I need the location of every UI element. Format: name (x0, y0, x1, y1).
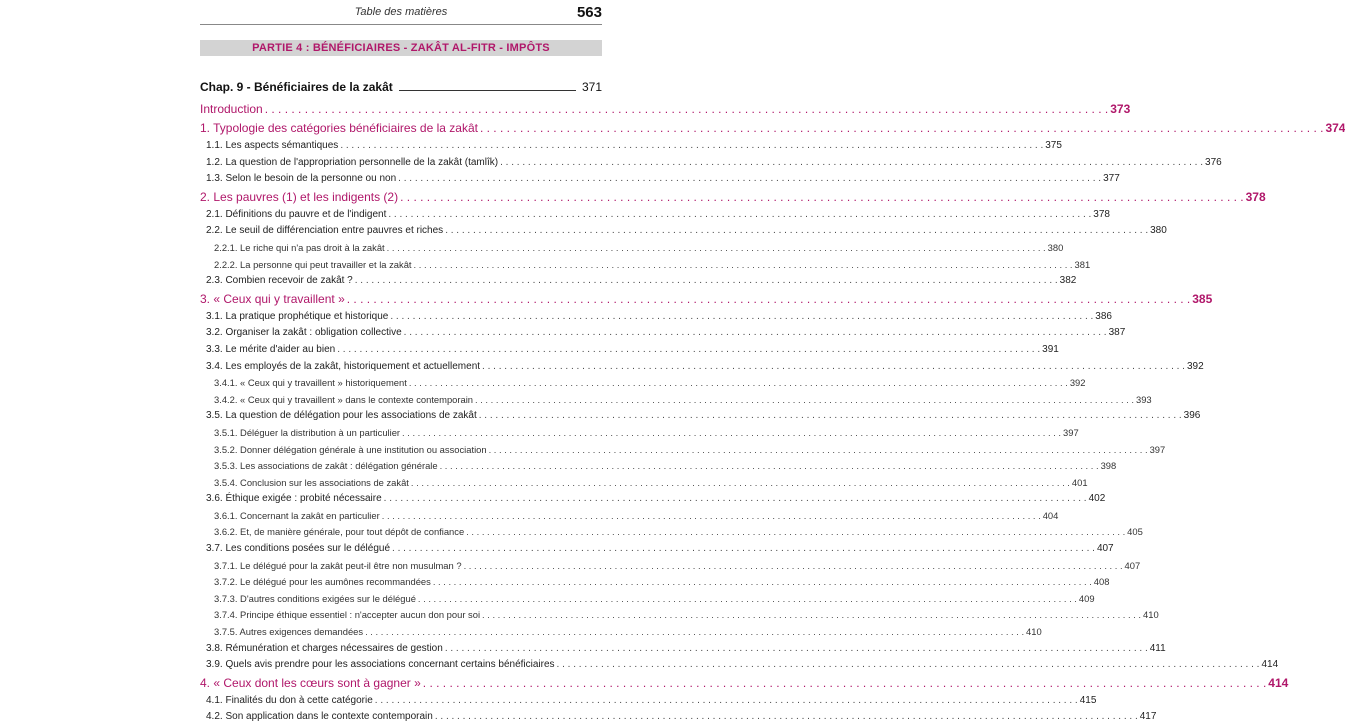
toc-entry-label: 3.5.1. Déléguer la distribution à un particulier (214, 426, 401, 438)
toc-entry-subsub (200, 576, 1110, 593)
toc-entry-section (200, 121, 1345, 140)
toc-entry-page: 391 (1042, 343, 1059, 355)
toc-entry-page: 387 (1108, 327, 1126, 339)
toc-entry-label: 3.7.1. Le délégué pour la zakât peut-il être non musulman ? (214, 559, 462, 571)
toc-entry-subsub (200, 509, 1059, 527)
toc-entry-label: 3.6.2. Et, de manière générale, pour tout dépôt de confiance (214, 526, 465, 538)
dot-leader (337, 344, 1040, 355)
toc-entry-label: 3.6. Éthique exigée : probité nécessaire (206, 493, 382, 505)
toc-entry-label: 3.4.1. « Ceux qui y travaillent » historiquement (214, 377, 407, 389)
toc-entry-page: 401 (1071, 476, 1088, 488)
toc-entry-page: 373 (1110, 102, 1131, 116)
toc-entry-page: 374 (1325, 121, 1345, 135)
toc-entry-sub (200, 642, 1166, 660)
toc-entry-sub (200, 493, 1106, 510)
dot-leader (340, 140, 1043, 151)
toc-entry-label: Introduction (200, 102, 263, 116)
toc-entry-sub (200, 343, 1059, 361)
toc-entry-page: 393 (1136, 393, 1152, 405)
dot-leader (400, 190, 1244, 204)
toc-entry-section (200, 675, 1289, 695)
toc-entry-page: 407 (1096, 543, 1114, 555)
toc-entry-section (200, 102, 1131, 121)
toc-entry-label: 1.1. Les aspects sémantiques (206, 140, 339, 151)
toc-entry-label: 3.5. La question de délégation pour les associations de zakât (206, 410, 477, 422)
toc-entry-subsub (200, 460, 1117, 477)
toc-entry-page: 378 (1093, 208, 1110, 220)
dot-leader (475, 394, 1134, 405)
toc-entry-sub (200, 694, 1097, 712)
toc-entry-sub (200, 543, 1114, 560)
toc-entry-page: 404 (1042, 509, 1059, 521)
toc-entry-sub (200, 659, 1279, 676)
toc-entry-page: 385 (1192, 291, 1213, 306)
toc-entry-label: 3.7.4. Principe éthique essentiel : n'accepter aucun don pour soi (214, 609, 481, 621)
toc-entry-page: 408 (1093, 576, 1110, 588)
toc-entry-subsub (200, 393, 1152, 411)
dot-leader (479, 410, 1182, 421)
toc-entry-label: 3.3. Le mérite d'aider au bien (206, 343, 336, 355)
chapter-rule (399, 81, 576, 91)
toc-entry-sub (200, 711, 1157, 728)
toc-entry-page: 410 (1026, 626, 1042, 638)
toc-entry-label: 3.5.3. Les associations de zakât : délégation générale (214, 460, 438, 472)
header-rule (200, 24, 602, 25)
toc-entry-subsub (200, 377, 1086, 394)
dot-leader (382, 510, 1041, 521)
toc-entry-page: 376 (1205, 156, 1222, 168)
toc-entry-sub (200, 275, 1077, 292)
toc-entry-page: 380 (1047, 241, 1064, 253)
toc-entry-page: 381 (1074, 258, 1091, 270)
toc-entry-label: 3. « Ceux qui y travaillent » (200, 291, 345, 306)
toc-entry-subsub (200, 559, 1141, 577)
toc-entry-page: 382 (1059, 275, 1077, 287)
dot-leader (482, 609, 1141, 620)
toc-entry-page: 407 (1124, 559, 1141, 571)
toc-entry-page: 405 (1127, 526, 1143, 538)
toc-entries (200, 102, 1345, 728)
toc-entry-sub (200, 208, 1110, 226)
toc-entry-label: 2. Les pauvres (1) et les indigents (2) (200, 189, 399, 204)
running-header-title: Table des matières (354, 6, 448, 18)
dot-leader (411, 477, 1070, 488)
toc-entry-page: 417 (1139, 711, 1157, 723)
toc-entry-sub (200, 310, 1112, 328)
dot-leader (404, 327, 1107, 338)
toc-entry-sub (200, 327, 1126, 344)
toc-entry-page: 415 (1079, 694, 1097, 706)
chapter-title: Chap. 9 - Bénéficiaires de la zakât (200, 80, 393, 94)
toc-entry-page: 397 (1063, 426, 1079, 438)
dot-leader (392, 543, 1095, 554)
toc-entry-subsub (200, 526, 1143, 543)
toc-entry-subsub (200, 609, 1159, 626)
chapter-page: 371 (581, 80, 602, 94)
toc-entry-label: 3.8. Rémunération et charges nécessaires de gestion (206, 642, 443, 654)
toc-entry-page: 392 (1186, 360, 1204, 372)
toc-entry-label: 3.4. Les employés de la zakât, historiquement et actuellement (206, 360, 481, 372)
toc-entry-section (200, 189, 1266, 209)
dot-leader (387, 242, 1046, 253)
table-of-contents (200, 80, 1345, 728)
dot-leader (435, 711, 1138, 722)
toc-entry-label: 2.3. Combien recevoir de zakât ? (206, 275, 353, 287)
dot-leader (500, 157, 1203, 168)
toc-entry-page: 392 (1069, 377, 1086, 389)
toc-entry-subsub (200, 241, 1064, 259)
toc-entry-label: 2.1. Définitions du pauvre et de l'indigent (206, 208, 387, 220)
toc-entry-subsub (200, 626, 1042, 643)
toc-entry-subsub (200, 443, 1166, 461)
dot-leader (390, 311, 1093, 322)
page-number: 563 (576, 4, 602, 21)
toc-entry-label: 2.2.1. Le riche qui n'a pas droit à la zakât (214, 241, 385, 253)
toc-entry-subsub (200, 476, 1088, 494)
toc-entry-label: 1. Typologie des catégories bénéficiaires de la zakât (200, 121, 478, 135)
dot-leader (557, 659, 1260, 670)
toc-entry-page: 378 (1245, 189, 1266, 204)
toc-entry-page: 397 (1149, 443, 1166, 455)
running-header (200, 4, 602, 24)
toc-entry-label: 3.5.4. Conclusion sur les associations de zakât (214, 476, 409, 488)
toc-entry-label: 3.7. Les conditions posées sur le délégué (206, 543, 391, 555)
toc-entry-sub (200, 225, 1167, 242)
dot-leader (440, 460, 1099, 471)
dot-leader (423, 676, 1267, 690)
toc-entry-subsub (200, 592, 1095, 610)
toc-entry-page: 402 (1088, 493, 1106, 505)
toc-entry-label: 3.4.2. « Ceux qui y travaillent » dans le contexte contemporain (214, 393, 474, 405)
dot-leader (466, 526, 1125, 537)
toc-entry-label: 3.1. La pratique prophétique et historique (206, 310, 389, 322)
toc-entry-label: 3.7.5. Autres exigences demandées (214, 626, 364, 638)
toc-entry-section (200, 291, 1213, 311)
toc-entry-label: 2.2. Le seuil de différenciation entre pauvres et riches (206, 225, 444, 237)
toc-entry-label: 1.3. Selon le besoin de la personne ou non (206, 173, 397, 185)
chapter-heading (200, 80, 602, 100)
toc-entry-label: 3.7.3. D'autres conditions exigées sur le délégué (214, 592, 416, 604)
part-banner: PARTIE 4 : BÉNÉFICIAIRES - ZAKÂT AL-FITR - IMPÔTS (200, 40, 602, 56)
toc-entry-subsub (200, 426, 1079, 444)
dot-leader (388, 209, 1091, 220)
dot-leader (482, 361, 1185, 372)
toc-entry-page: 375 (1045, 140, 1062, 151)
toc-entry-label: 3.6.1. Concernant la zakât en particulier (214, 509, 380, 521)
toc-entry-page: 409 (1078, 592, 1095, 604)
dot-leader (384, 493, 1087, 504)
toc-entry-page: 377 (1103, 173, 1120, 185)
toc-entry-page: 410 (1143, 609, 1159, 621)
toc-entry-page: 414 (1261, 659, 1279, 671)
dot-leader (433, 576, 1092, 587)
dot-leader (414, 259, 1073, 270)
toc-entry-page: 386 (1095, 310, 1112, 322)
toc-entry-sub (200, 156, 1222, 174)
toc-entry-label: 3.5.2. Donner délégation générale à une institution ou association (214, 443, 487, 455)
dot-leader (418, 593, 1077, 604)
toc-entry-page: 411 (1149, 642, 1166, 654)
dot-leader (398, 173, 1101, 184)
dot-leader (480, 121, 1324, 135)
dot-leader (445, 225, 1148, 236)
toc-entry-label: 3.2. Organiser la zakât : obligation collective (206, 327, 402, 339)
toc-entry-sub (200, 360, 1204, 378)
toc-entry-label: 3.7.2. Le délégué pour les aumônes recommandées (214, 576, 431, 588)
dot-leader (464, 560, 1123, 571)
toc-entry-label: 1.2. La question de l'appropriation personnelle de la zakât (tamlîk) (206, 156, 499, 168)
toc-entry-page: 396 (1183, 410, 1201, 422)
toc-entry-page: 398 (1100, 460, 1117, 472)
toc-entry-subsub (200, 258, 1091, 276)
dot-leader (355, 275, 1058, 286)
toc-entry-page: 414 (1268, 675, 1289, 690)
dot-leader (409, 377, 1068, 388)
toc-entry-label: 4. « Ceux dont les cœurs sont à gagner » (200, 675, 421, 690)
dot-leader (489, 444, 1148, 455)
toc-entry-label: 3.9. Quels avis prendre pour les associations concernant certains bénéficiaires (206, 659, 555, 671)
toc-entry-label: 4.2. Son application dans le contexte contemporain (206, 711, 433, 723)
dot-leader (265, 102, 1109, 116)
dot-leader (402, 427, 1061, 438)
dot-leader (347, 292, 1191, 306)
dot-leader (375, 695, 1078, 706)
dot-leader (365, 626, 1024, 637)
toc-entry-label: 4.1. Finalités du don à cette catégorie (206, 694, 373, 706)
toc-entry-sub (200, 140, 1062, 157)
toc-entry-label: 2.2.2. La personne qui peut travailler et la zakât (214, 258, 412, 270)
dot-leader (445, 643, 1148, 654)
toc-entry-sub (200, 173, 1120, 190)
toc-entry-page: 380 (1150, 225, 1167, 237)
toc-entry-sub (200, 410, 1201, 427)
